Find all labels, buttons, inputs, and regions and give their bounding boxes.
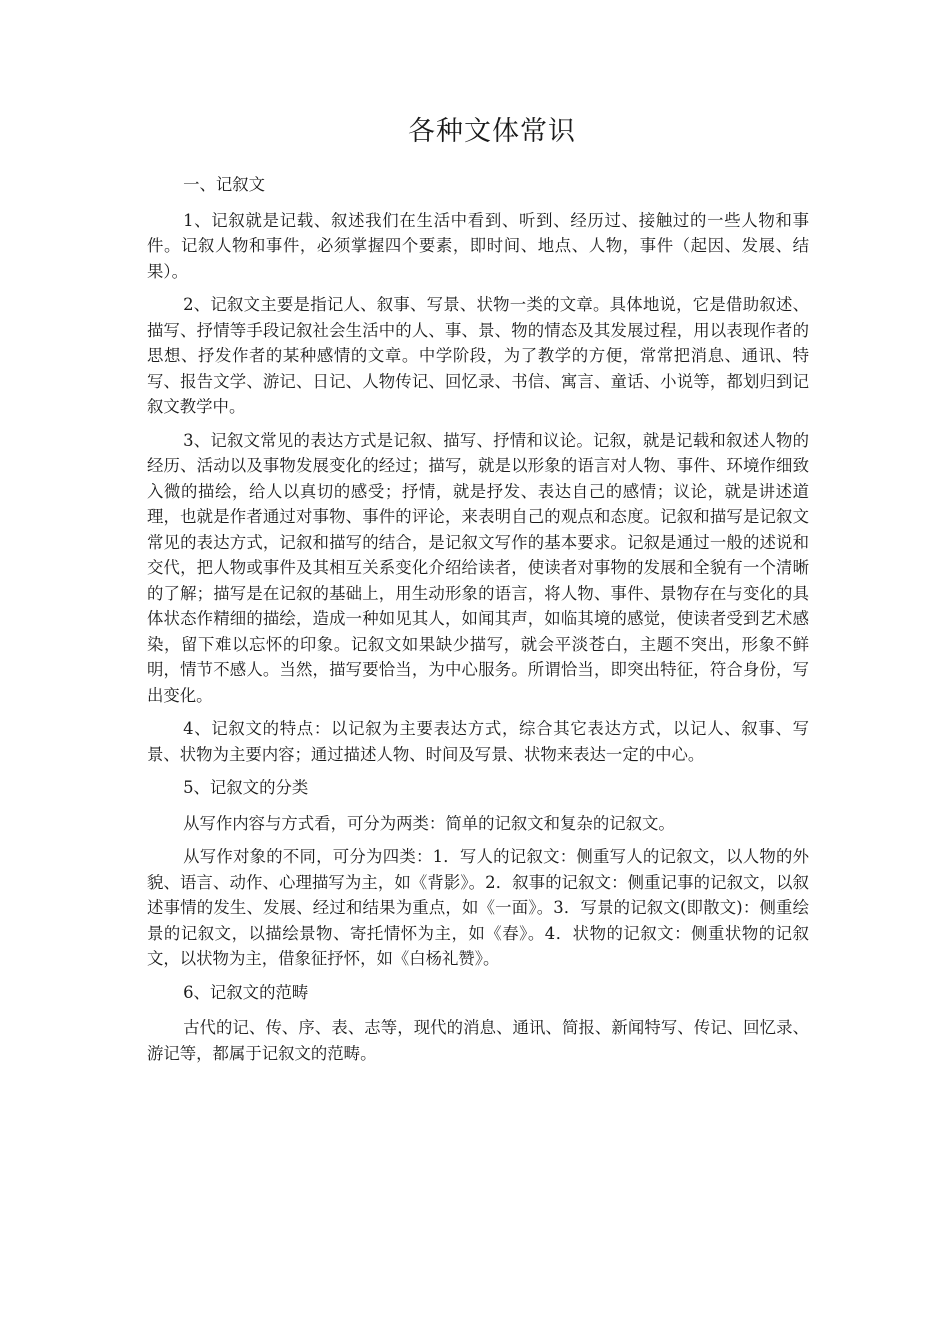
paragraph-classification-by-content: 从写作内容与方式看，可分为两类：简单的记叙文和复杂的记叙文。 — [183, 813, 675, 833]
paragraph-category: 古代的记、传、序、表、志等，现代的消息、通讯、简报、新闻特写、传记、回忆录、游记等，都属于记叙文的范畴。 — [147, 1018, 809, 1063]
paragraph-scope: 2、记叙文主要是指记人、叙事、写景、状物一类的文章。具体地说，它是借助叙述、描写、抒情等手段记叙社会生活中的人、事、景、物的情态及其发展过程，用以表现作者的思想、抒发作者的某种感情的文章。中学阶段，为了教学的方便，常常把消息、通讯、特写、报告文学、游记、日记、人物传记、回忆录、书信、寓言、童话、小说等，都划归到记叙文教学中。 — [147, 295, 809, 416]
paragraph-characteristics: 4、记叙文的特点：以记叙为主要表达方式，综合其它表达方式，以记人、叙事、写景、状物为主要内容；通过描述人物、时间及写景、状物来表达一定的中心。 — [147, 719, 809, 764]
document-body — [147, 172, 809, 1074]
document-title: 各种文体常识 — [408, 116, 576, 147]
subheading-category: 6、记叙文的范畴 — [183, 982, 309, 1002]
paragraph-classification-by-subject: 从写作对象的不同，可分为四类：1．写人的记叙文：侧重写人的记叙文，以人物的外貌、语言、动作、心理描写为主，如《背影》。2．叙事的记叙文：侧重记事的记叙文，以叙述事情的发生、发展、经过和结果为重点，如《一面》。3．写景的记叙文(即散文)：侧重绘景的记叙文，以描绘景物、寄托情怀为主，如《春》。4．状物的记叙文：侧重状物的记叙文，以状物为主，借象征抒怀，如《白杨礼赞》。 — [147, 847, 809, 968]
subheading-classification: 5、记叙文的分类 — [183, 778, 309, 797]
section-heading-narrative: 一、记叙文 — [183, 175, 266, 194]
paragraph-expression-methods: 3、记叙文常见的表达方式是记叙、描写、抒情和议论。记叙，就是记载和叙述人物的经历、活动以及事物发展变化的经过；描写，就是以形象的语言对人物、事件、环境作细致入微的描绘，给人以真切的感受；抒情，就是抒发、表达自己的感情；议论，就是讲述道理，也就是作者通过对事物、事件的评论，来表明自己的观点和态度。记叙和描写是记叙文常见的表达方式，记叙和描写的结合，是记叙文写作的基本要求。记叙是通过一般的述说和交代，把人物或事件及其相互关系变化介绍给读者，使读者对事物的发展和全貌有一个清晰的了解；描写是在记叙的基础上，用生动形象的语言，将人物、事件、景物存在与变化的具体状态作精细的描绘，造成一种如见其人，如闻其声，如临其境的感觉，使读者受到艺术感染，留下难以忘怀的印象。记叙文如果缺少描写，就会平淡苍白，主题不突出，形象不鲜明，情节不感人。当然，描写要恰当，为中心服务。所谓恰当，即突出特征，符合身份，写出变化。 — [147, 430, 809, 705]
paragraph-definition: 1、记叙就是记载、叙述我们在生活中看到、听到、经历过、接触过的一些人物和事件。记叙人物和事件，必须掌握四个要素，即时间、地点、人物，事件（起因、发展、结果）。 — [147, 210, 809, 281]
